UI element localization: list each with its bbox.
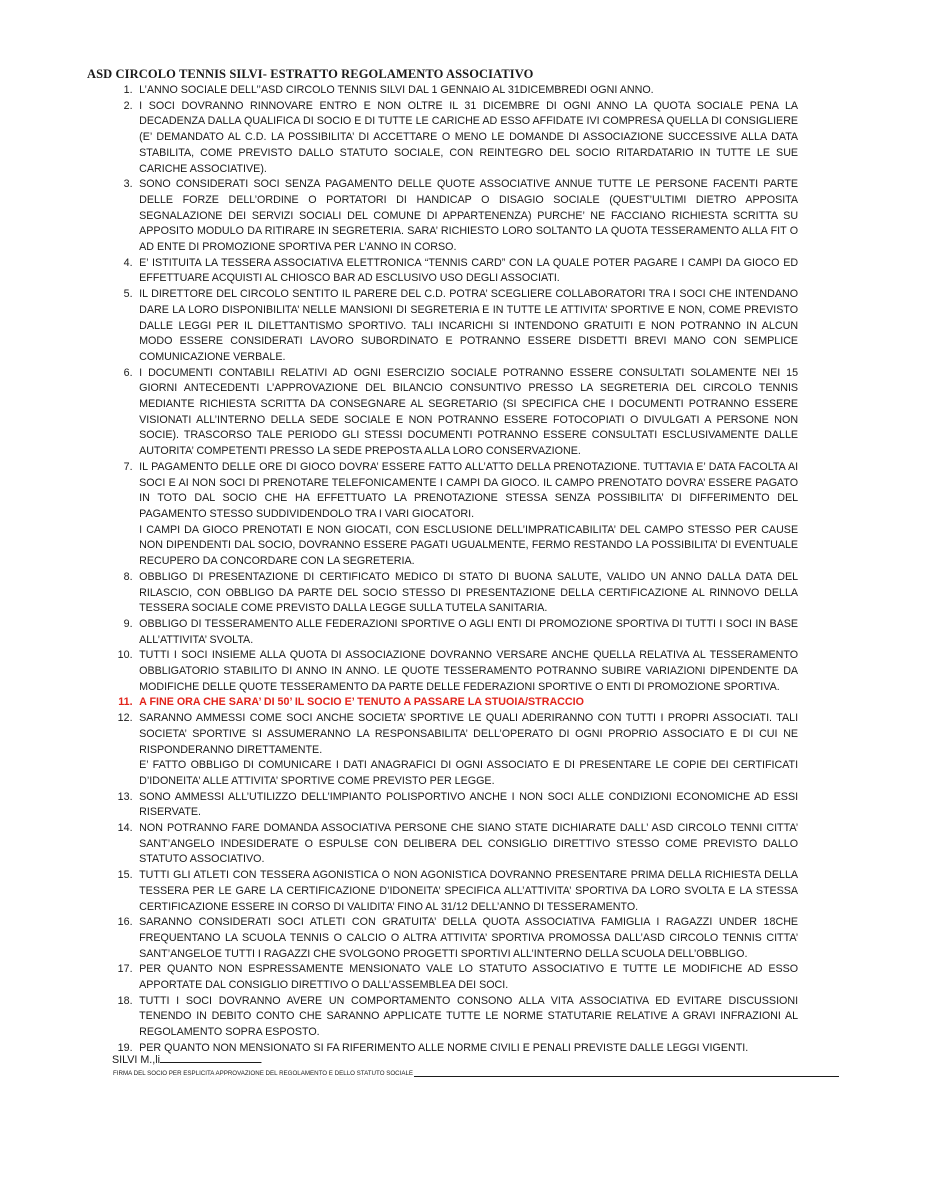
rule-text: E’ FATTO OBBLIGO DI COMUNICARE I DATI ANAGRAFICI DI OGNI ASSOCIATO E DI PRESENTARE LE COPIE DEI CERTIFICATI D’IDONEITA’ ALLE ATTIVITA’ SPORTIVE COME PREVISTO PER LEGGE. — [139, 759, 799, 787]
rule-item — [110, 868, 798, 915]
date-line — [160, 1053, 262, 1063]
rule-item — [110, 962, 798, 993]
rule-item — [110, 711, 798, 790]
rule-text: OBBLIGO DI TESSERAMENTO ALLE FEDERAZIONI SPORTIVE O AGLI ENTI DI PROMOZIONE SPORTIVA DI TUTTI I SOCI IN BASE ALL’ATTIVITA’ SVOLTA. — [139, 617, 799, 646]
rule-text: PER QUANTO NON MENSIONATO SI FA RIFERIMENTO ALLE NORME CIVILI E PENALI PREVISTE DALLE LEGGI VIGENTI. — [139, 1041, 749, 1054]
rule-text: IL DIRETTORE DEL CIRCOLO SENTITO IL PARERE DEL C.D. POTRA’ SCEGLIERE COLLABORATORI TRA I SOCI CHE INTENDANO DARE LA LORO DISPONIBILITA’ NELLE MANSIONI DI SEGRETERIA E IN TUTTE LE ATTIVITA’ SPORTIVE E NON, COME PREVISTO DALLE LEGGI PER IL DILETTANTISMO SPORTIVO. TALI INCARICHI SI INTENDONO GRATUITI E NON POTRANNO IN ALCUN MODO ESSERE CONSIDERATI LAVORO SUBORDINATO E POTRANNO ESSERE DISDETTI BREVI MANO CON SEMPLICE COMUNICAZIONE VERBALE. — [139, 288, 799, 363]
rule-number: 5. — [123, 288, 133, 301]
rule-item — [110, 99, 798, 178]
rule-number: 7. — [123, 460, 133, 473]
rule-number: 9. — [123, 617, 133, 630]
rule-text: NON POTRANNO FARE DOMANDA ASSOCIATIVA PERSONE CHE SIANO STATE DICHIARATE DALL’ ASD CIRCOLO TENNI CITTA’ SANT’ANGELO INDESIDERATE O ESPULSE CON DELIBERA DEL CONSIGLIO DIRETTIVO STESSO COME PREVISTO DALLO STATUTO ASSOCIATIVO. — [139, 822, 799, 866]
rule-number: 16. — [117, 916, 133, 929]
rule-item — [110, 256, 798, 287]
rule-item — [110, 790, 798, 821]
rule-item — [110, 994, 798, 1041]
rule-text: I CAMPI DA GIOCO PRENOTATI E NON GIOCATI, CON ESCLUSIONE DELL’IMPRATICABILITA’ DEL CAMPO STESSO PER CAUSE NON DIPENDENTI DAL SOCIO, DOVRANNO ESSERE PAGATI UGUALMENTE, FERMO RESTANDO LA POSSIBILITA’ DI EVENTUALE RECUPERO DA CONCORDARE CON LA SEGRETERIA. — [139, 523, 799, 568]
rule-text: I DOCUMENTI CONTABILI RELATIVI AD OGNI ESERCIZIO SOCIALE POTRANNO ESSERE CONSULTATI SOLAMENTE NEI 15 GIORNI ANTECEDENTI L’APPROVAZIONE DEL BILANCIO CONSUNTIVO PRESSO LA SEGRETERIA DEL CIRCOLO TENNIS MEDIANTE RICHIESTA SCRITTA DA CONSEGNARE AL SEGRETARIO (SI SPECIFICA CHE I DOCUMENTI POTRANNO ESSERE VISIONATI ALL’INTERNO DELLA SEDE SOCIALE E NON POTRANNO ESSERE FOTOCOPIATI O DIVULGATI A PERSONE NON SOCIE). TRASCORSO TALE PERIODO GLI STESSI DOCUMENTI POTRANNO ESSERE CONSULTATI ESCLUSIVAMENTE DALLE AUTORITA’ COMPETENTI PRESSO LA SEDE PREPOSTA ALLA LORO CONSERVAZIONE. — [139, 366, 799, 458]
rule-item — [110, 570, 798, 617]
rule-number: 6. — [123, 366, 133, 379]
rule-number: 11. — [118, 696, 133, 709]
rule-text: I SOCI DOVRANNO RINNOVARE ENTRO E NON OLTRE IL 31 DICEMBRE DI OGNI ANNO LA QUOTA SOCIALE PENA LA DECADENZA DALLA QUALIFICA DI SOCIO E DI TUTTE LE CARICHE AD ESSO AFFIDATE IVI COMPRESA QUELLA DI CONSIGLIERE (E’ DEMANDATO AL C.D. LA POSSIBILITA’ DI ACCETTARE O MENO LE DOMANDE DI ASSOCIAZIONE SUCCESSIVE ALLA DATA STABILITA, COME PREVISTO DALLO STATUTO SOCIALE, CON REINTEGRO DEL SOCIO RITARDATARIO IN TUTTE LE SUE CARICHE ASSOCIATIVE). — [139, 99, 799, 175]
rule-number: 13. — [117, 790, 133, 803]
rule-number: 4. — [123, 256, 133, 269]
rule-text: SONO CONSIDERATI SOCI SENZA PAGAMENTO DELLE QUOTE ASSOCIATIVE ANNUE TUTTE LE PERSONE FACENTI PARTE DELLE FORZE DELL’ORDINE O PORTATORI DI HANDICAP O DISAGIO SOCIALE (QUEST’ULTIMI DIETRO APPOSITA SEGNALAZIONE DEI SERVIZI SOCIALI DEL COMUNE DI APPARTENENZA) PURCHE’ NE FACCIANO RICHIESTA SCRITTA SU APPOSITO MODULO DA RITIRARE IN SEGRETERIA. SARA’ RICHIESTO LORO SOLTANTO LA QUOTA TESSERAMENTO ALLA FIT O AD ENTE DI PROMOZIONE SPORTIVA PER L’ANNO IN CORSO. — [139, 178, 799, 254]
rule-number: 12. — [117, 712, 133, 725]
rule-text: SARANNO CONSIDERATI SOCI ATLETI CON GRATUITA’ DELLA QUOTA ASSOCIATIVA FAMIGLIA I RAGAZZI UNDER 18CHE FREQUENTANO LA SCUOLA TENNIS O CALCIO O ALTRA ATTIVITA’ SPORTIVA PROMOSSA DALL’ASD CIRCOLO TENNIS CITTA’ SANT’ANGELOE TUTTI I RAGAZZI CHE SVOLGONO PROGETTI SPORTIVI ALL’INTERNO DELLA SCUOLA DELL’OBBLIGO. — [139, 916, 799, 960]
rule-item — [110, 177, 798, 256]
rule-text: SONO AMMESSI ALL’UTILIZZO DELL’IMPIANTO POLISPORTIVO ANCHE I NON SOCI ALLE CONDIZIONI ECONOMICHE AD ESSI RISERVATE. — [139, 790, 799, 819]
rule-item — [110, 821, 798, 868]
rule-text: PER QUANTO NON ESPRESSAMENTE MENSIONATO VALE LO STATUTO ASSOCIATIVO E TUTTE LE MODIFICHE AD ESSO APPORTATE DAL CONSIGLIO DIRETTIVO O DALL’ASSEMBLEA DEI SOCI. — [139, 963, 799, 992]
rule-number: 15. — [117, 869, 133, 882]
signature-note — [113, 1070, 839, 1077]
signature-note-label: FIRMA DEL SOCIO PER ESPLICITA APPROVAZIONE DEL REGOLAMENTO E DELLO STATUTO SOCIALE — [113, 1070, 414, 1077]
rule-number: 18. — [117, 994, 133, 1007]
rule-number: 2. — [123, 99, 133, 112]
rule-text: SARANNO AMMESSI COME SOCI ANCHE SOCIETA’ SPORTIVE LE QUALI ADERIRANNO CON TUTTI I PROPRI ASSOCIATI. TALI SOCIETA’ SPORTIVE SI ASSUMERANNO LA RESPONSABILITA’ DELL’OPERATO DI OGNI PROPRIO ASSOCIATO E DI CUI NE RISPONDERANNO DIRETTAMENTE. — [139, 712, 799, 756]
rule-number: 3. — [123, 178, 133, 191]
rule-text: TUTTI I SOCI DOVRANNO AVERE UN COMPORTAMENTO CONSONO ALLA VITA ASSOCIATIVA ED EVITARE DISCUSSIONI TENENDO IN DEBITO CONTO CHE SARANNO APPLICATE TUTTE LE NORME STATUTARIE RELATIVE A GRAVI INFRAZIONI AL REGOLAMENTO SOPRA ESPOSTO. — [139, 994, 799, 1039]
rule-text: TUTTI I SOCI INSIEME ALLA QUOTA DI ASSOCIAZIONE DOVRANNO VERSARE ANCHE QUELLA RELATIVA AL TESSERAMENTO OBBLIGATORIO STABILITO DI ANNO IN ANNO. LE QUOTE TESSERAMENTO POTRANNO SUBIRE VARIAZIONI DIPENDENTE DA MODIFICHE DELLE QUOTE TESSERAMENTO DA PARTE DELLE FEDERAZIONI SPORTIVE O ENTI DI PROMOZIONE SPORTIVA. — [139, 649, 799, 693]
rule-item — [110, 287, 798, 366]
rule-number: 17. — [117, 963, 133, 976]
rule-item — [110, 617, 798, 648]
rule-text: TUTTI GLI ATLETI CON TESSERA AGONISTICA O NON AGONISTICA DOVRANNO PRESENTARE PRIMA DELLA RICHIESTA DELLA TESSERA PER LE GARE LA CERTIFICAZIONE D’IDONEITA’ SPECIFICA ALL’ATTIVITA’ SPORTIVA DA LORO SVOLTA E LA STESSA CERTIFICAZIONE ESSERE IN CORSO DI VALIDITA’ FINO AL 31/12 DELL’ANNO DI TESSERAMENTO. — [139, 869, 799, 913]
signature-line — [414, 1070, 839, 1077]
rule-text: OBBLIGO DI PRESENTAZIONE DI CERTIFICATO MEDICO DI STATO DI BUONA SALUTE, VALIDO UN ANNO DALLA DATA DEL RILASCIO, CON OBBLIGO DA PARTE DEL SOCIO STESSO DI PRESENTAZIONE DELLA CERTIFICAZIONE AL RINNOVO DELLA TESSERA SOCIALE COME PREVISTO DALLA LEGGE SULLA TUTELA SANITARIA. — [139, 570, 799, 615]
rules-list — [110, 83, 798, 1057]
rule-number: 8. — [123, 570, 133, 583]
rule-item — [110, 695, 798, 711]
rule-item — [110, 83, 798, 99]
rule-text: IL PAGAMENTO DELLE ORE DI GIOCO DOVRA’ ESSERE FATTO ALL’ATTO DELLA PRENOTAZIONE. TUTTAVIA E’ DATA FACOLTA AI SOCI E AI NON SOCI DI PRENOTARE TELEFONICAMENTE I CAMPI DA GIOCO. IL CAMPO PRENOTATO DOVRA’ ESSERE PAGATO IN TOTO DAL SOCIO CHE HA EFFETTUATO LA PRENOTAZIONE STESSA SENZA POSSIBILITA’ DI DIFFERIMENTO DEL PAGAMENTO STESSO SUDDIVIDENDOLO TRA I VARI GIOCATORI. — [139, 460, 799, 520]
signature-place — [112, 1053, 262, 1066]
rule-number: 19. — [117, 1041, 133, 1054]
signature-place-label: SILVI M.,li — [112, 1054, 160, 1066]
rule-item — [110, 648, 798, 695]
rule-number: 14. — [117, 822, 133, 835]
rule-item — [110, 366, 798, 460]
rule-number: 1. — [123, 84, 133, 96]
rule-item — [110, 915, 798, 962]
rule-text: A FINE ORA CHE SARA’ DI 50’ IL SOCIO E’ TENUTO A PASSARE LA STUOIA/STRACCIO — [139, 696, 584, 709]
rule-number: 10. — [117, 649, 133, 662]
rule-text: E’ ISTITUITA LA TESSERA ASSOCIATIVA ELETTRONICA “TENNIS CARD” CON LA QUALE POTER PAGARE I CAMPI DA GIOCO ED EFFETTUARE ACQUISTI AL CHIOSCO BAR AD ESCLUSIVO USO DEGLI ASSOCIATI. — [139, 256, 799, 285]
rule-text: L’ANNO SOCIALE DELL’’ASD CIRCOLO TENNIS SILVI DAL 1 GENNAIO AL 31DICEMBREDI OGNI ANNO. — [139, 84, 654, 96]
document-title: ASD CIRCOLO TENNIS SILVI- ESTRATTO REGOLAMENTO ASSOCIATIVO — [87, 67, 534, 81]
rule-item — [110, 460, 798, 570]
